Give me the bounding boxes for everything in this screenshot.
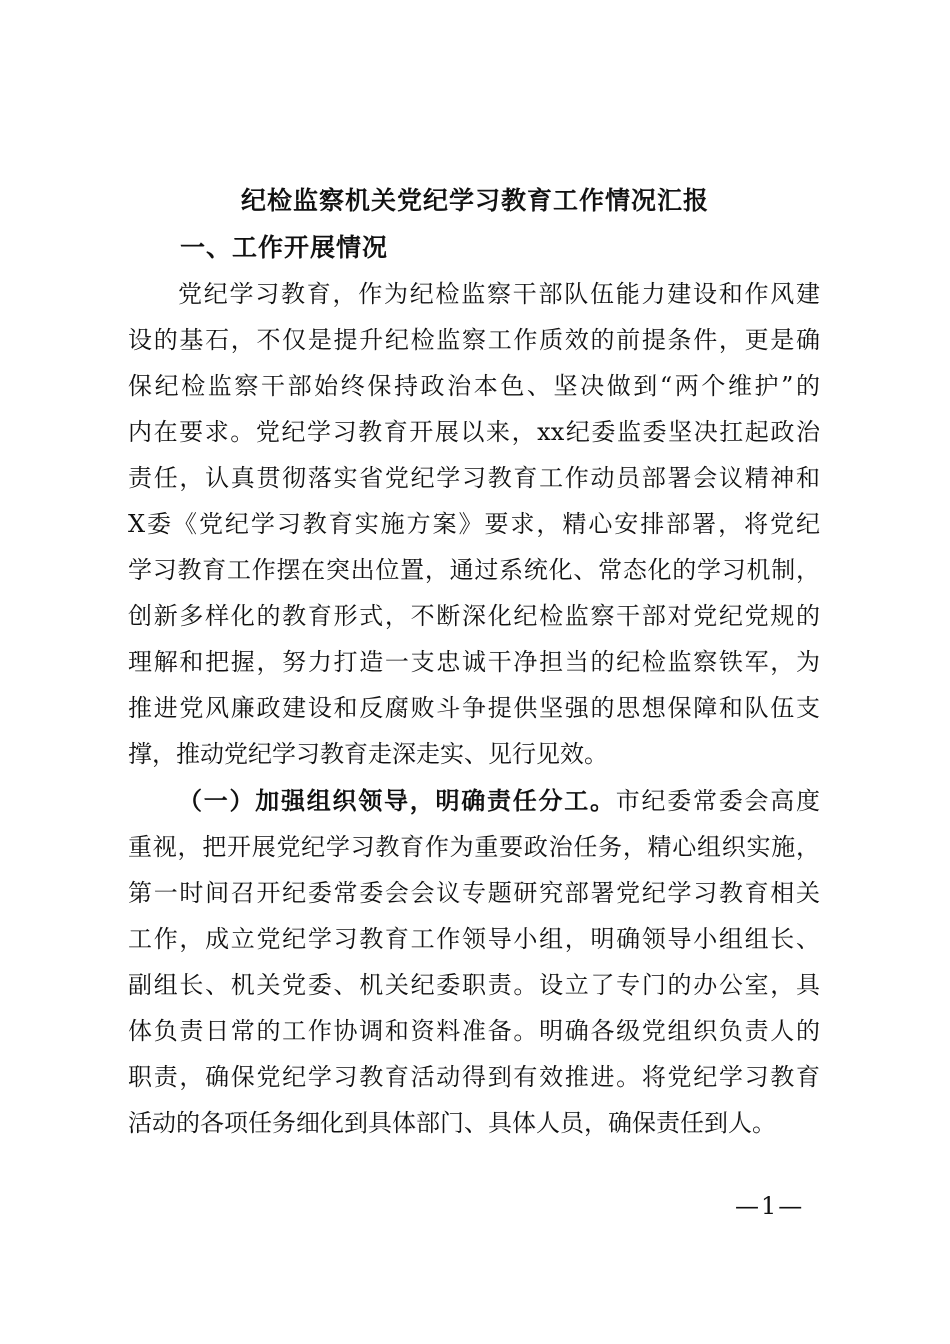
paragraph-line: 第一时间召开纪委常委会会议专题研究部署党纪学习教育相关 [128,879,820,907]
document-title: 纪检监察机关党纪学习教育工作情况汇报 [240,186,709,215]
paragraph-line: X委《党纪学习教育实施方案》要求，精心安排部署，将党纪 [128,510,820,538]
page-number: —1— [735,1192,805,1220]
paragraph-line: 设的基石，不仅是提升纪检监察工作质效的前提条件，更是确 [128,326,820,354]
section-heading: 一、工作开展情况 [180,233,389,262]
paragraph-line: 副组长、机关党委、机关纪委职责。设立了专门的办公室，具 [128,971,820,999]
paragraph-line: 责任，认真贯彻落实省党纪学习教育工作动员部署会议精神和 [128,464,820,492]
paragraph-line: 学习教育工作摆在突出位置，通过系统化、常态化的学习机制， [128,556,820,584]
paragraph-line: 体负责日常的工作协调和资料准备。明确各级党组织负责人的 [128,1017,820,1045]
paragraph-line: 党纪学习教育，作为纪检监察干部队伍能力建设和作风建 [178,280,820,308]
paragraph-organization-leadership [128,778,820,1146]
paragraph-line: 活动的各项任务细化到具体部门、具体人员，确保责任到人。 [128,1109,776,1137]
paragraph-line: 保纪检监察干部始终保持政治本色、坚决做到“两个维护”的 [128,372,820,400]
paragraph-line: 职责，确保党纪学习教育活动得到有效推进。将党纪学习教育 [128,1063,820,1091]
paragraph-line: 内在要求。党纪学习教育开展以来，xx纪委监委坚决扛起政治 [128,418,820,446]
paragraph-line: 工作，成立党纪学习教育工作领导小组，明确领导小组组长、 [128,925,820,953]
paragraph-line: 推进党风廉政建设和反腐败斗争提供坚强的思想保障和队伍支 [128,694,820,722]
paragraph-line: 创新多样化的教育形式，不断深化纪检监察干部对党纪党规的 [128,602,820,630]
paragraph-line [128,778,820,824]
paragraph-line: 重视，把开展党纪学习教育作为重要政治任务，精心组织实施， [128,833,820,861]
subsection-lead: （一）加强组织领导，明确责任分工。 [178,787,616,815]
paragraph-line: 撑，推动党纪学习教育走深走实、见行见效。 [128,740,608,768]
paragraph-line: 理解和把握，努力打造一支忠诚干净担当的纪检监察铁军，为 [128,648,820,676]
paragraph-line-rest: 市纪委常委会高度 [615,787,820,815]
paragraph-work-overview [128,271,820,777]
